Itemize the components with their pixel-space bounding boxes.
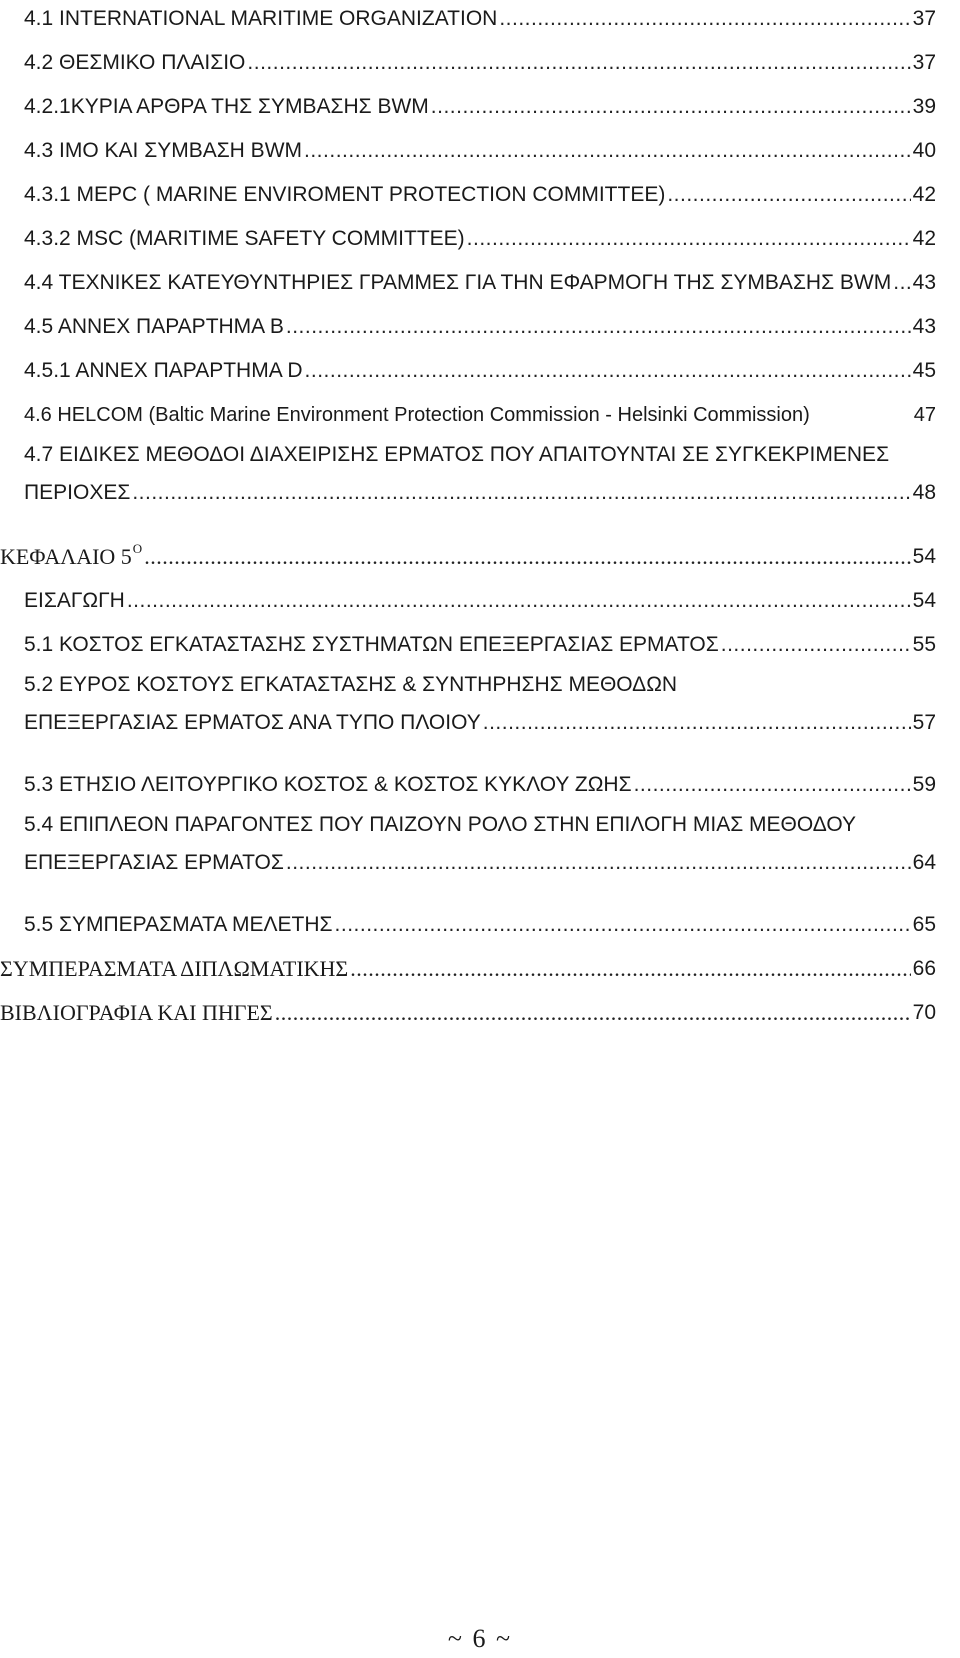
toc-entry-4-6[interactable]: [24, 382, 936, 428]
toc-entry-title: 4.1 INTERNATIONAL MARITIME ORGANIZATION: [24, 7, 498, 30]
toc-entry-page: 66: [912, 957, 936, 980]
toc-entry-title: 5.5 ΣΥΜΠΕΡΑΣΜΑΤΑ ΜΕΛΕΤΗΣ: [24, 913, 333, 936]
toc-entry-4-4[interactable]: [24, 250, 936, 296]
toc-entry-title-line2: ΕΠΕΞΕΡΓΑΣΙΑΣ ΕΡΜΑΤΟΣ: [24, 851, 284, 874]
toc-entry-4-3-1[interactable]: [24, 162, 936, 208]
toc-entry-title: 5.3 ΕΤΗΣΙΟ ΛΕΙΤΟΥΡΓΙΚΟ ΚΟΣΤΟΣ & ΚΟΣΤΟΣ ΚΥΚΛΟΥ ΖΩΗΣ: [24, 773, 632, 796]
toc-entry-page: 42: [912, 227, 936, 250]
toc-leader-dots: [286, 850, 911, 876]
toc-entry-4-5[interactable]: [24, 294, 936, 340]
toc-leader-dots: [667, 182, 910, 208]
toc-entry-4-3-2[interactable]: [24, 206, 936, 252]
toc-entry-title: 4.4 ΤΕΧΝΙΚΕΣ ΚΑΤΕΥΘΥΝΤΗΡΙΕΣ ΓΡΑΜΜΕΣ ΓΙΑ ΤΗΝ ΕΦΑΡΜΟΓΗ ΤΗΣ ΣΥΜΒΑΣΗΣ BWM: [24, 271, 892, 294]
toc-entry-title-line2: ΠΕΡΙΟΧΕΣ: [24, 481, 131, 504]
toc-leader-dots: [467, 226, 911, 252]
toc-entry-page: 65: [912, 913, 936, 936]
toc-entry-page: 48: [912, 481, 936, 504]
toc-entry-title: 4.3.1 MEPC ( MARINE ENVIROMENT PROTECTION COMMITTEE): [24, 183, 666, 206]
toc-entry-title: 4.2.1ΚΥΡΙΑ ΑΡΘΡΑ ΤΗΣ ΣΥΜΒΑΣΗΣ BWM: [24, 95, 429, 118]
toc-leader-dots: [499, 6, 910, 32]
toc-entry-4-5-1[interactable]: [24, 338, 936, 384]
chapter-title-text: ΚΕΦΑΛΑΙΟ 5: [0, 544, 132, 569]
toc-entry-4-7[interactable]: [24, 442, 936, 506]
toc-leader-dots: [286, 314, 911, 340]
toc-entry-page: 37: [912, 7, 936, 30]
chapter-superscript: Ο: [132, 541, 143, 556]
toc-leader-dots: [247, 50, 910, 76]
toc-entry-title: [0, 541, 143, 570]
toc-leader-dots: [127, 588, 911, 614]
toc-entry-title: ΣΥΜΠΕΡΑΣΜΑΤΑ ΔΙΠΛΩΜΑΤΙΚΗΣ: [0, 956, 349, 981]
toc-leader-dots: [305, 358, 911, 384]
toc-entry-5-1[interactable]: [24, 612, 936, 658]
toc-entry-title: 4.2 ΘΕΣΜΙΚΟ ΠΛΑΙΣΙΟ: [24, 51, 246, 74]
toc-leader-dots: [350, 956, 910, 982]
toc-entry-page: 54: [912, 545, 936, 568]
toc-entry-title: 4.6 HELCOM (Baltic Marine Environment Protection Commission - Helsinki Commission): [24, 404, 810, 426]
toc-entry-page: 59: [912, 773, 936, 796]
toc-entry-title: 4.3 ΙΜΟ ΚΑΙ ΣΥΜΒΑΣΗ BWM: [24, 139, 303, 162]
toc-entry-4-2-1[interactable]: [24, 74, 936, 120]
toc-leader-dots: [304, 138, 911, 164]
toc-entry-page: 43: [912, 271, 936, 294]
toc-leader-dots: [431, 94, 911, 120]
toc-entry-5-4[interactable]: [24, 812, 936, 876]
toc-entry-introduction[interactable]: [24, 568, 936, 614]
toc-entry-page: 47: [913, 404, 936, 426]
toc-leader-dots: [275, 1000, 911, 1026]
toc-entry-page: 54: [912, 589, 936, 612]
toc-entry-page: 57: [912, 711, 936, 734]
toc-leader-dots: [812, 402, 912, 428]
toc-leader-dots: [144, 544, 910, 570]
toc-leader-dots: [483, 710, 911, 736]
toc-entry-title-line1: 5.4 ΕΠΙΠΛΕΟΝ ΠΑΡΑΓΟΝΤΕΣ ΠΟΥ ΠΑΙΖΟΥΝ ΡΟΛΟ ΣΤΗΝ ΕΠΙΛΟΓΗ ΜΙΑΣ ΜΕΘΟΔΟΥ: [24, 813, 857, 836]
toc-entry-page: 42: [912, 183, 936, 206]
toc-entry-title: 4.3.2 MSC (MARITIME SAFETY COMMITTEE): [24, 227, 465, 250]
toc-leader-dots: [634, 772, 911, 798]
toc-entry-4-2[interactable]: [24, 30, 936, 76]
toc-entry-4-1[interactable]: [24, 0, 936, 32]
toc-entry-page: 64: [912, 851, 936, 874]
toc-entry-title-line1: 5.2 ΕΥΡΟΣ ΚΟΣΤΟΥΣ ΕΓΚΑΤΑΣΤΑΣΗΣ & ΣΥΝΤΗΡΗΣΗΣ ΜΕΘΟΔΩΝ: [24, 673, 678, 696]
toc-entry-page: 55: [912, 633, 936, 656]
toc-entry-title: 4.5 ANNEX ΠΑΡΑΡΤΗΜΑ B: [24, 315, 284, 338]
toc-entry-page: 37: [912, 51, 936, 74]
toc-entry-bibliography[interactable]: [0, 980, 936, 1026]
toc-entry-5-5[interactable]: [24, 892, 936, 938]
toc-entry-5-3[interactable]: [24, 752, 936, 798]
toc-entry-page: 43: [912, 315, 936, 338]
toc-entry-page: 40: [912, 139, 936, 162]
toc-entry-5-2[interactable]: [24, 672, 936, 736]
toc-entry-page: 39: [912, 95, 936, 118]
toc-entry-title: ΕΙΣΑΓΩΓΗ: [24, 589, 125, 612]
toc-leader-dots: [721, 632, 911, 658]
toc-entry-title: 4.5.1 ANNEX ΠΑΡΑΡΤΗΜΑ D: [24, 359, 303, 382]
toc-entry-title-line1: 4.7 ΕΙΔΙΚΕΣ ΜΕΘΟΔΟΙ ΔΙΑΧΕΙΡΙΣΗΣ ΕΡΜΑΤΟΣ ΠΟΥ ΑΠΑΙΤΟΥΝΤΑΙ ΣΕ ΣΥΓΚΕΚΡΙΜΕΝΕΣ: [24, 443, 890, 466]
toc-entry-4-3[interactable]: [24, 118, 936, 164]
toc-entry-thesis-conclusions[interactable]: [0, 936, 936, 982]
toc-entry-chapter-5[interactable]: [0, 524, 936, 570]
toc-entry-title: ΒΙΒΛΙΟΓΡΑΦΙΑ ΚΑΙ ΠΗΓΕΣ: [0, 1000, 273, 1025]
toc-leader-dots: [335, 912, 911, 938]
toc-entry-page: 45: [912, 359, 936, 382]
toc-entry-title: 5.1 ΚΟΣΤΟΣ ΕΓΚΑΤΑΣΤΑΣΗΣ ΣΥΣΤΗΜΑΤΩΝ ΕΠΕΞΕΡΓΑΣΙΑΣ ΕΡΜΑΤΟΣ: [24, 633, 719, 656]
toc-entry-page: 70: [912, 1001, 936, 1024]
page-number-footer: ~ 6 ~: [447, 1624, 513, 1653]
toc-entry-title-line2: ΕΠΕΞΕΡΓΑΣΙΑΣ ΕΡΜΑΤΟΣ ΑΝΑ ΤΥΠΟ ΠΛΟΙΟΥ: [24, 711, 481, 734]
toc-leader-dots: [132, 480, 910, 506]
toc-leader-dots: [893, 270, 910, 296]
